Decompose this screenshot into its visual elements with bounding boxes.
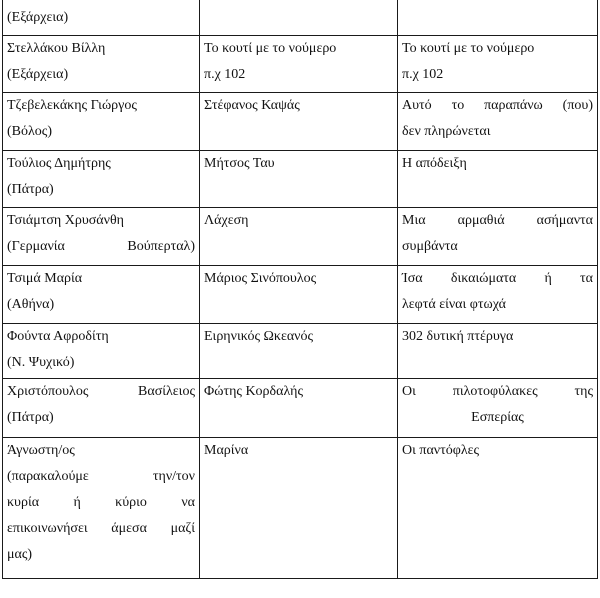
cell-line: Μήτσος Ταυ — [204, 156, 275, 171]
cell-line: (παρακαλούμε την/τον — [7, 469, 195, 484]
comment-cell — [398, 438, 598, 579]
cell-line: Το κουτί με το νούμερο — [402, 41, 535, 56]
cell-line: Ίσα δικαιώματα ή τα — [402, 271, 593, 286]
cell-line: π.χ 102 — [402, 67, 444, 82]
title-cell — [200, 379, 398, 438]
author-cell — [3, 379, 200, 438]
cell-line: (Ν. Ψυχικό) — [7, 355, 75, 370]
title-cell — [200, 151, 398, 208]
comment-cell — [398, 266, 598, 324]
cell-line: Οι παντόφλες — [402, 443, 480, 458]
cell-line: Τσιμά Μαρία — [7, 271, 83, 286]
cell-line: Η απόδειξη — [402, 156, 467, 171]
cell-line: Τούλιος Δημήτρης — [7, 156, 111, 171]
title-cell — [200, 208, 398, 266]
author-cell — [3, 208, 200, 266]
cell-line: Αυτό το παραπάνω (που) — [402, 98, 593, 113]
cell-line: (Πάτρα) — [7, 182, 54, 197]
cell-line: Μάριος Σινόπουλος — [204, 271, 317, 286]
cell-line: λεφτά είναι φτωχά — [402, 297, 506, 312]
cell-line: επικοινωνήσει άμεσα μαζί — [7, 521, 195, 536]
table-row — [3, 438, 598, 579]
title-cell — [200, 93, 398, 151]
comment-cell — [398, 151, 598, 208]
table-row — [3, 324, 598, 379]
author-cell — [3, 0, 200, 36]
author-cell — [3, 36, 200, 93]
comment-cell — [398, 324, 598, 379]
cell-line: Στέφανος Καψάς — [204, 98, 300, 113]
cell-line: Εσπερίας — [471, 410, 524, 425]
title-cell — [200, 438, 398, 579]
cell-line: Μαρίνα — [204, 443, 249, 458]
cell-line: (Βόλος) — [7, 124, 52, 139]
cell-line: Φώτης Κορδαλής — [204, 384, 303, 399]
author-cell — [3, 93, 200, 151]
author-cell — [3, 151, 200, 208]
table-row — [3, 93, 598, 151]
cell-line: δεν πληρώνεται — [402, 124, 491, 139]
author-cell — [3, 438, 200, 579]
cell-line: (Εξάρχεια) — [7, 10, 69, 25]
cell-line: (Εξάρχεια) — [7, 67, 69, 82]
cell-line: Λάχεση — [204, 213, 249, 228]
cell-line: κυρία ή κύριο να — [7, 495, 195, 510]
comment-cell — [398, 379, 598, 438]
cell-line: Το κουτί με το νούμερο — [204, 41, 337, 56]
table-body — [3, 0, 598, 579]
cell-line: Τσιάμτση Χρυσάνθη — [7, 213, 125, 228]
table-row — [3, 379, 598, 438]
cell-line: Ειρηνικός Ωκεανός — [204, 329, 314, 344]
title-cell — [200, 36, 398, 93]
cell-line: 302 δυτική πτέρυγα — [402, 329, 514, 344]
cell-line: Άγνωστη/ος — [7, 443, 75, 458]
comment-cell — [398, 0, 598, 36]
cell-line: Μια αρμαθιά ασήμαντα — [402, 213, 593, 228]
author-cell — [3, 266, 200, 324]
cell-line: Φούντα Αφροδίτη — [7, 329, 109, 344]
cell-line: Χριστόπουλος Βασίλειος — [7, 384, 195, 399]
comment-cell — [398, 208, 598, 266]
title-cell — [200, 266, 398, 324]
table-row — [3, 266, 598, 324]
table-row — [3, 151, 598, 208]
submissions-table — [2, 0, 598, 579]
cell-line: συμβάντα — [402, 239, 458, 254]
author-cell — [3, 324, 200, 379]
cell-line: Στελλάκου Βίλλη — [7, 41, 106, 56]
cell-line: (Γερμανία Βούπερταλ) — [7, 239, 195, 254]
title-cell — [200, 324, 398, 379]
table-row — [3, 208, 598, 266]
title-cell — [200, 0, 398, 36]
comment-cell — [398, 93, 598, 151]
cell-line: Τζεβελεκάκης Γιώργος — [7, 98, 137, 113]
cell-line: (Αθήνα) — [7, 297, 55, 312]
table-row — [3, 0, 598, 36]
cell-line: Οι πιλοτοφύλακες της — [402, 384, 593, 399]
table-row — [3, 36, 598, 93]
comment-cell — [398, 36, 598, 93]
cell-line: (Πάτρα) — [7, 410, 54, 425]
cell-line: π.χ 102 — [204, 67, 246, 82]
cell-line: μας) — [7, 547, 33, 562]
